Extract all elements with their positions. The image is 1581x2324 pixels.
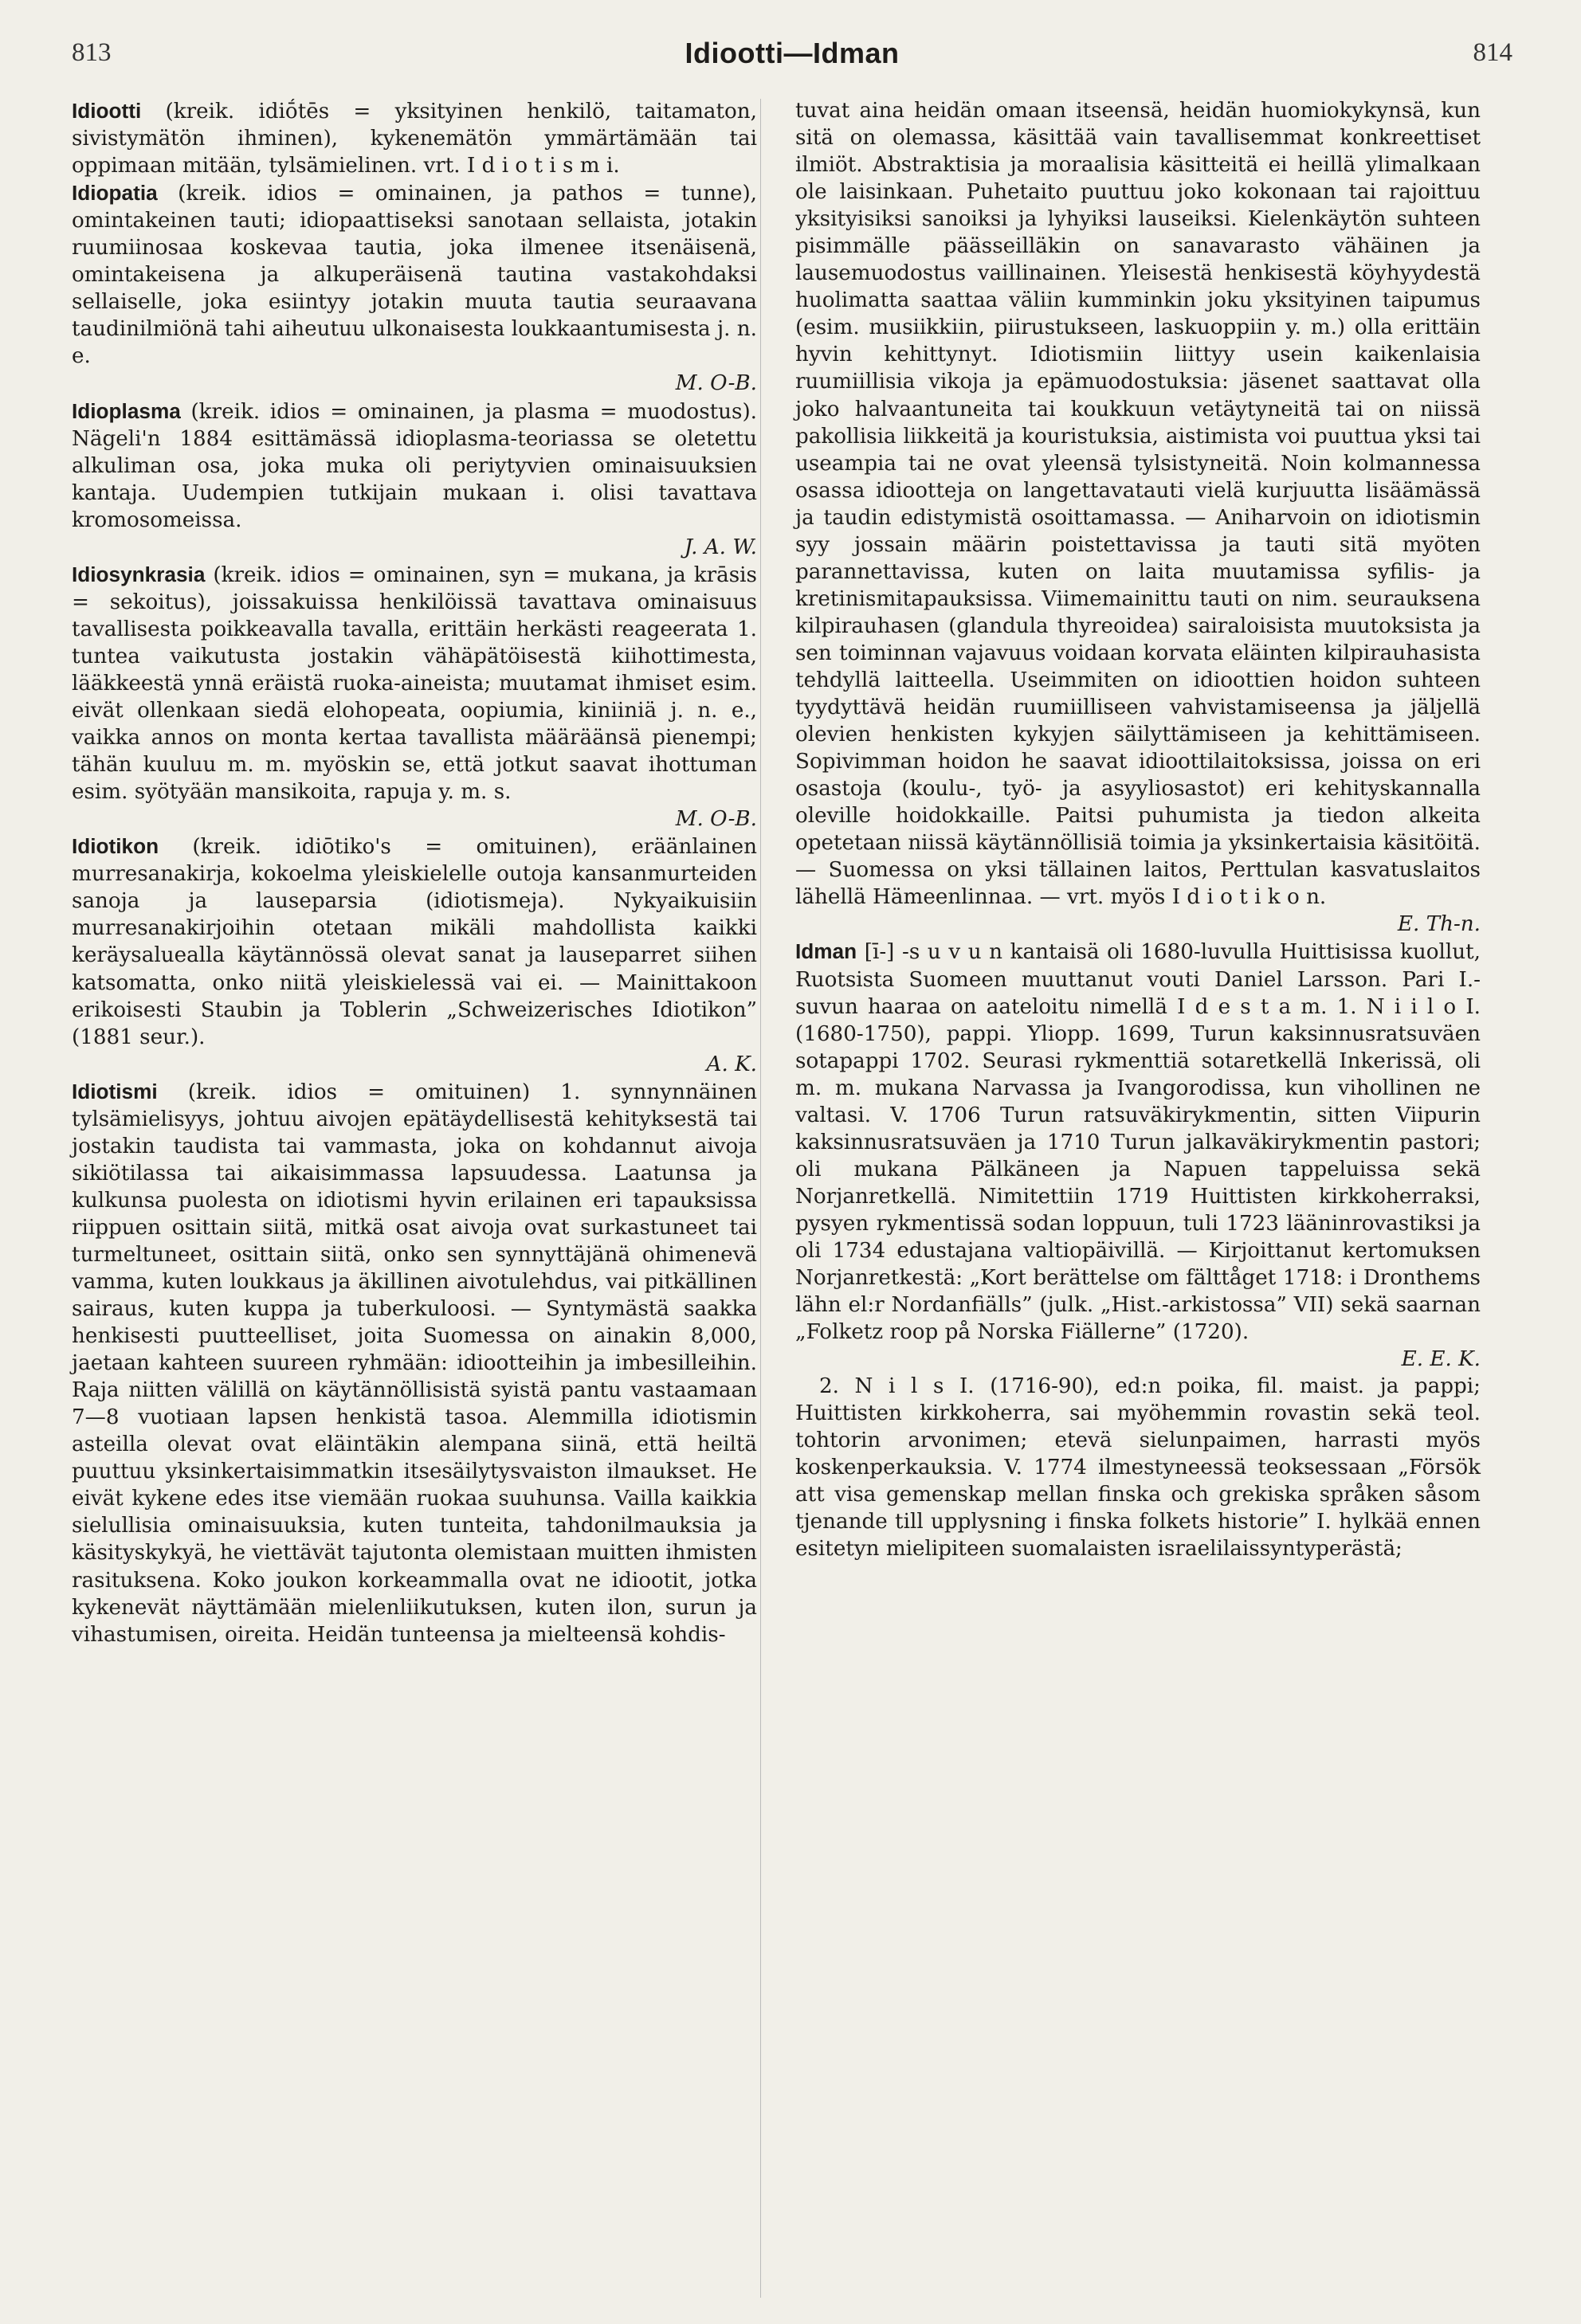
headword: Idiopatia bbox=[72, 181, 158, 206]
entry-text: (kreik. idiṓtēs = yksityinen henkilö, taitamaton, sivistymätön ihminen), kykenemätön ymmärtämään tai oppimaan mitään, tylsämielinen. vrt. I d i o t i s m i. bbox=[72, 100, 757, 178]
entry-idiotikon bbox=[72, 833, 757, 1077]
entry-idiootti bbox=[72, 97, 757, 179]
author-signature: E. Th-n. bbox=[1397, 912, 1481, 937]
page-header bbox=[72, 32, 1512, 88]
entry-nils-idman bbox=[795, 1373, 1481, 1562]
headword: Idiotikon bbox=[72, 834, 159, 859]
page-number-left: 813 bbox=[72, 38, 112, 67]
entry-text: (kreik. idios = ominainen, ja plasma = muodostus). Nägeli'n 1884 esittämässä idioplasma-teoriassa se oletettu alkuliman osa, joka muka oli periytyvien ominaisuuksien kantaja. Uudempien tutkijain mukaan i. olisi tavattava kromosomeissa. bbox=[72, 399, 757, 532]
entry-idiotismi-continued bbox=[795, 97, 1481, 938]
entry-text: (kreik. idios = ominainen, syn = mukana, ja krāsis = sekoitus), joissakuissa henkilöissä tavattava ominaisuus tavallisesta poikkeavalla tavalla, erittäin herkästi reageerata 1. tuntea vaikutusta jostakin vähäpätöisestä kiihottimesta, lääkkeestä ynnä eräistä ruoka-aineista; muutamat ihmiset esim. eivät ollenkaan siedä elohopeata, oopiumia, kiniiniä j. n. e., vaikka annos on monta kertaa tavallista määräänsä pienempi; tähän kuuluu m. m. myöskin se, että jotkut saavat ihottuman esim. syötyään mansikoita, rapuja y. m. s. bbox=[72, 562, 757, 805]
author-signature: E. E. K. bbox=[1401, 1347, 1481, 1372]
headword: Idman bbox=[795, 939, 857, 964]
entry-text: (kreik. idiōtiko's = omituinen), eräänlainen murresanakirja, kokoelma yleiskielelle outoja kansanmurteiden sanoja ja lauseparsia (idiotismeja). Nykyaikuisiin murresanakirjoihin otetaan mikäli mahdollista kaikki keräysaluealla käytännössä olevat sanat ja lauseparret siihen katsomatta, onko niitä yleiskielessä vai ei. — Mainittakoon erikoisesti Staubin ja Toblerin „Schweizerisches Idiotikon” (1881 seur.). bbox=[72, 835, 757, 1049]
entry-idioplasma bbox=[72, 398, 757, 561]
author-signature: M. O-B. bbox=[675, 807, 757, 832]
right-column bbox=[795, 97, 1481, 1563]
column-divider bbox=[760, 99, 761, 2298]
author-signature: A. K. bbox=[706, 1052, 757, 1076]
entry-text: [ī-] -s u v u n kantaisä oli 1680-luvulla Huittisissa kuollut, Ruotsista Suomeen muuttanut vouti Daniel Larsson. Pari I.-suvun haaraa on aateloitu nimellä I d e s t a m. 1. N i i l o I. (1680-1750), pappi. Yliopp. 1699, Turun kaksinnusratsuväen sotapappi 1702. Seurasi rykmenttiä sotaretkellä Inkerissä, oli m. m. mukana Narvassa ja Ivangorodissa, kun vihollinen ne valtasi. V. 1706 Turun ratsuväkirykmentin, sitten Viipurin kaksinnusratsuväen ja 1710 Turun jalkaväkirykmentin pastori; oli mukana Pälkäneen ja Napuen tappeluissa sekä Norjanretkellä. Nimitettiin 1719 Huittisten kirkkoherraksi, pysyen rykmentissä sodan loppuun, tuli 1723 lääninrovastiksi ja oli 1734 edustajana valtiopäivillä. — Kirjoittanut kertomuksen Norjanretkestä: „Kort berättelse om fälttåget 1718: i Dronthems lähn el:r Nordanfiälls” (julk. „Hist.-arkistossa” VII) sekä saarnan „Folketz roop på Norska Fiällerne” (1720). bbox=[795, 940, 1481, 1345]
author-signature: M. O-B. bbox=[675, 371, 757, 396]
headword: Idiootti bbox=[72, 99, 142, 123]
entry-text: 2. N i l s I. (1716-90), ed:n poika, fil. maist. ja pappi; Huittisten kirkkoherra, sai myöhemmin rovastin sekä teol. tohtorin arvonimen; etevä sielunpaimen, harrasti myös koskenperkauksia. V. 1774 ilmestyneessä teoksessaan „Försök att visa gemenskap mellan finska och grekiska språken såsom tjenande till upplysning i finska folkets historie” I. hylkää ennen esitetyn mielipiteen suomalaisten israelilaissyntyperästä; bbox=[795, 1374, 1481, 1562]
entry-idiosynkrasia bbox=[72, 561, 757, 833]
headword: Idiotismi bbox=[72, 1079, 158, 1103]
headword: Idiosynkrasia bbox=[72, 562, 206, 586]
running-title: Idiootti—Idman bbox=[685, 37, 900, 69]
left-column bbox=[72, 97, 757, 1648]
entry-idman bbox=[795, 938, 1481, 1373]
entry-idiopatia bbox=[72, 179, 757, 397]
author-signature: J. A. W. bbox=[684, 535, 757, 559]
page-number-right: 814 bbox=[1473, 38, 1512, 67]
entry-idiotismi bbox=[72, 1078, 757, 1648]
entry-text: (kreik. idios = ominainen, ja pathos = tunne), omintakeinen tauti; idiopaattiseksi sanotaan sellaista, jotakin ruumiinosaa koskevaa tautia, joka ilmenee itsenäisenä, omintakeisena ja alkuperäisenä tautina vastakohdaksi sellaiselle, joka esiintyy jotakin muuta tautia seuraavana taudinilmiönä tahi aiheutuu ulkonaisesta loukkaantumisesta j. n. e. bbox=[72, 182, 757, 369]
entry-text: (kreik. idios = omituinen) 1. synnynnäinen tylsämielisyys, johtuu aivojen epätäydellisestä kehityksestä tai jostakin taudista tai vammasta, joka on kohdannut aivoja sikiötilassa tai aikaisimmassa lapsuudessa. Laatunsa ja kulkunsa puolesta on idiotismi hyvin erilainen eri tapauksissa riippuen osittain siitä, mitkä osat aivoja ovat surkastuneet tai turmeltuneet, osittain siitä, onko sen synnyttäjänä ohimenevä vamma, kuten loukkaus ja äkillinen aivotulehdus, vai pitkällinen sairaus, kuten kuppa ja tuberkuloosi. — Syntymästä saakka henkisesti puutteelliset, joita Suomessa on ainakin 8,000, jaetaan kahteen suureen ryhmään: idiootteihin ja imbesilleihin. Raja niitten välillä on käytännöllisistä syistä pantu vastaamaan 7—8 vuotiaan lapsen henkistä tasoa. Alemmilla idiotismin asteilla olevat ovat eläintäkin alempana siinä, että heiltä puuttuu yksinkertaisimmatkin itsesäilytysvaiston ilmaukset. He eivät kykene edes itse viemään ruokaa suuhunsa. Vailla kaikkia sielullisia ominaisuuksia, kuten tunteita, tahdonilmauksia ja käsityskykyä, he viettävät tajutonta olemistaan muitten ihmisten rasituksena. Koko joukon korkeammalla ovat ne idiootit, jotka kykenevät näyttämään mielenliikutuksen, kuten ilon, surun ja vihastumisen, oireita. Heidän tunteensa ja mielteensä kohdis- bbox=[72, 1080, 757, 1647]
entry-text: tuvat aina heidän omaan itseensä, heidän huomiokykynsä, kun sitä on olemassa, käsittää vain tavallisemmat konkreettiset ilmiöt. Abstraktisia ja moraalisia käsitteitä ei heillä ylimalkaan ole laisinkaan. Puhetaito puuttuu joko kokonaan tai rajoittuu yksityisiksi sanoiksi ja lyhyiksi lauseiksi. Kielenkäytön suhteen pisimmälle päässeilläkin on sanavarasto vähäinen ja lausemuodostus vaillinainen. Yleisestä henkisestä köyhyydestä huolimatta saattaa väliin kumminkin joku yksityinen taipumus (esim. musiikkiin, piirustukseen, laskuoppiin y. m.) olla erittäin hyvin kehittynyt. Idiotismiin liittyy usein kaikenlaisia ruumiillisia vikoja ja epämuodostuksia: jäsenet saattavat olla joko halvaantuneita tai koukkuun vetäytyneitä tai on niissä pakollisia liikkeitä ja kouristuksia, aistimista voi puuttua yksi tai useampia tai ne ovat yleensä tylsistyneitä. Noin kolmannessa osassa idiootteja on langettavatauti vielä kurjuutta lisäämässä ja taudin edistymistä osoittamassa. — Aniharvoin on idiotismin syy jossain määrin poistettavissa ja tauti sitä myöten parannettavissa, kuten on laita muutamissa syfilis- ja kretinismitapauksissa. Viimemainittu tauti on nim. seurauksena kilpirauhasen (glandula thyreoidea) sairaloisista muutoksista ja sen toiminnan vajavuus voidaan korvata eläinten kilpirauhasista tehdyllä laitteella. Useimmiten on idioottien hoidon suhteen tyydyttävä heidän ruumiilliseen vahvistamiseensa ja jäljellä olevien henkisten kykyjen säilyttämiseen ja kehittämiseen. Sopivimman hoidon he saavat idioottilaitoksissa, joissa on eri osastoja (koulu-, työ- ja asyyliosastot) eri kehityskannalla oleville hoidokkaille. Paitsi puhumista ja tiedon alkeita opetetaan niissä käytännöllisiä toimia ja yksinkertaisia käsitöitä. — Suomessa on yksi tällainen laitos, Perttulan kasvatuslaitos lähellä Hämeenlinnaa. — vrt. myös I d i o t i k o n. bbox=[795, 99, 1481, 910]
headword: Idioplasma bbox=[72, 398, 181, 423]
